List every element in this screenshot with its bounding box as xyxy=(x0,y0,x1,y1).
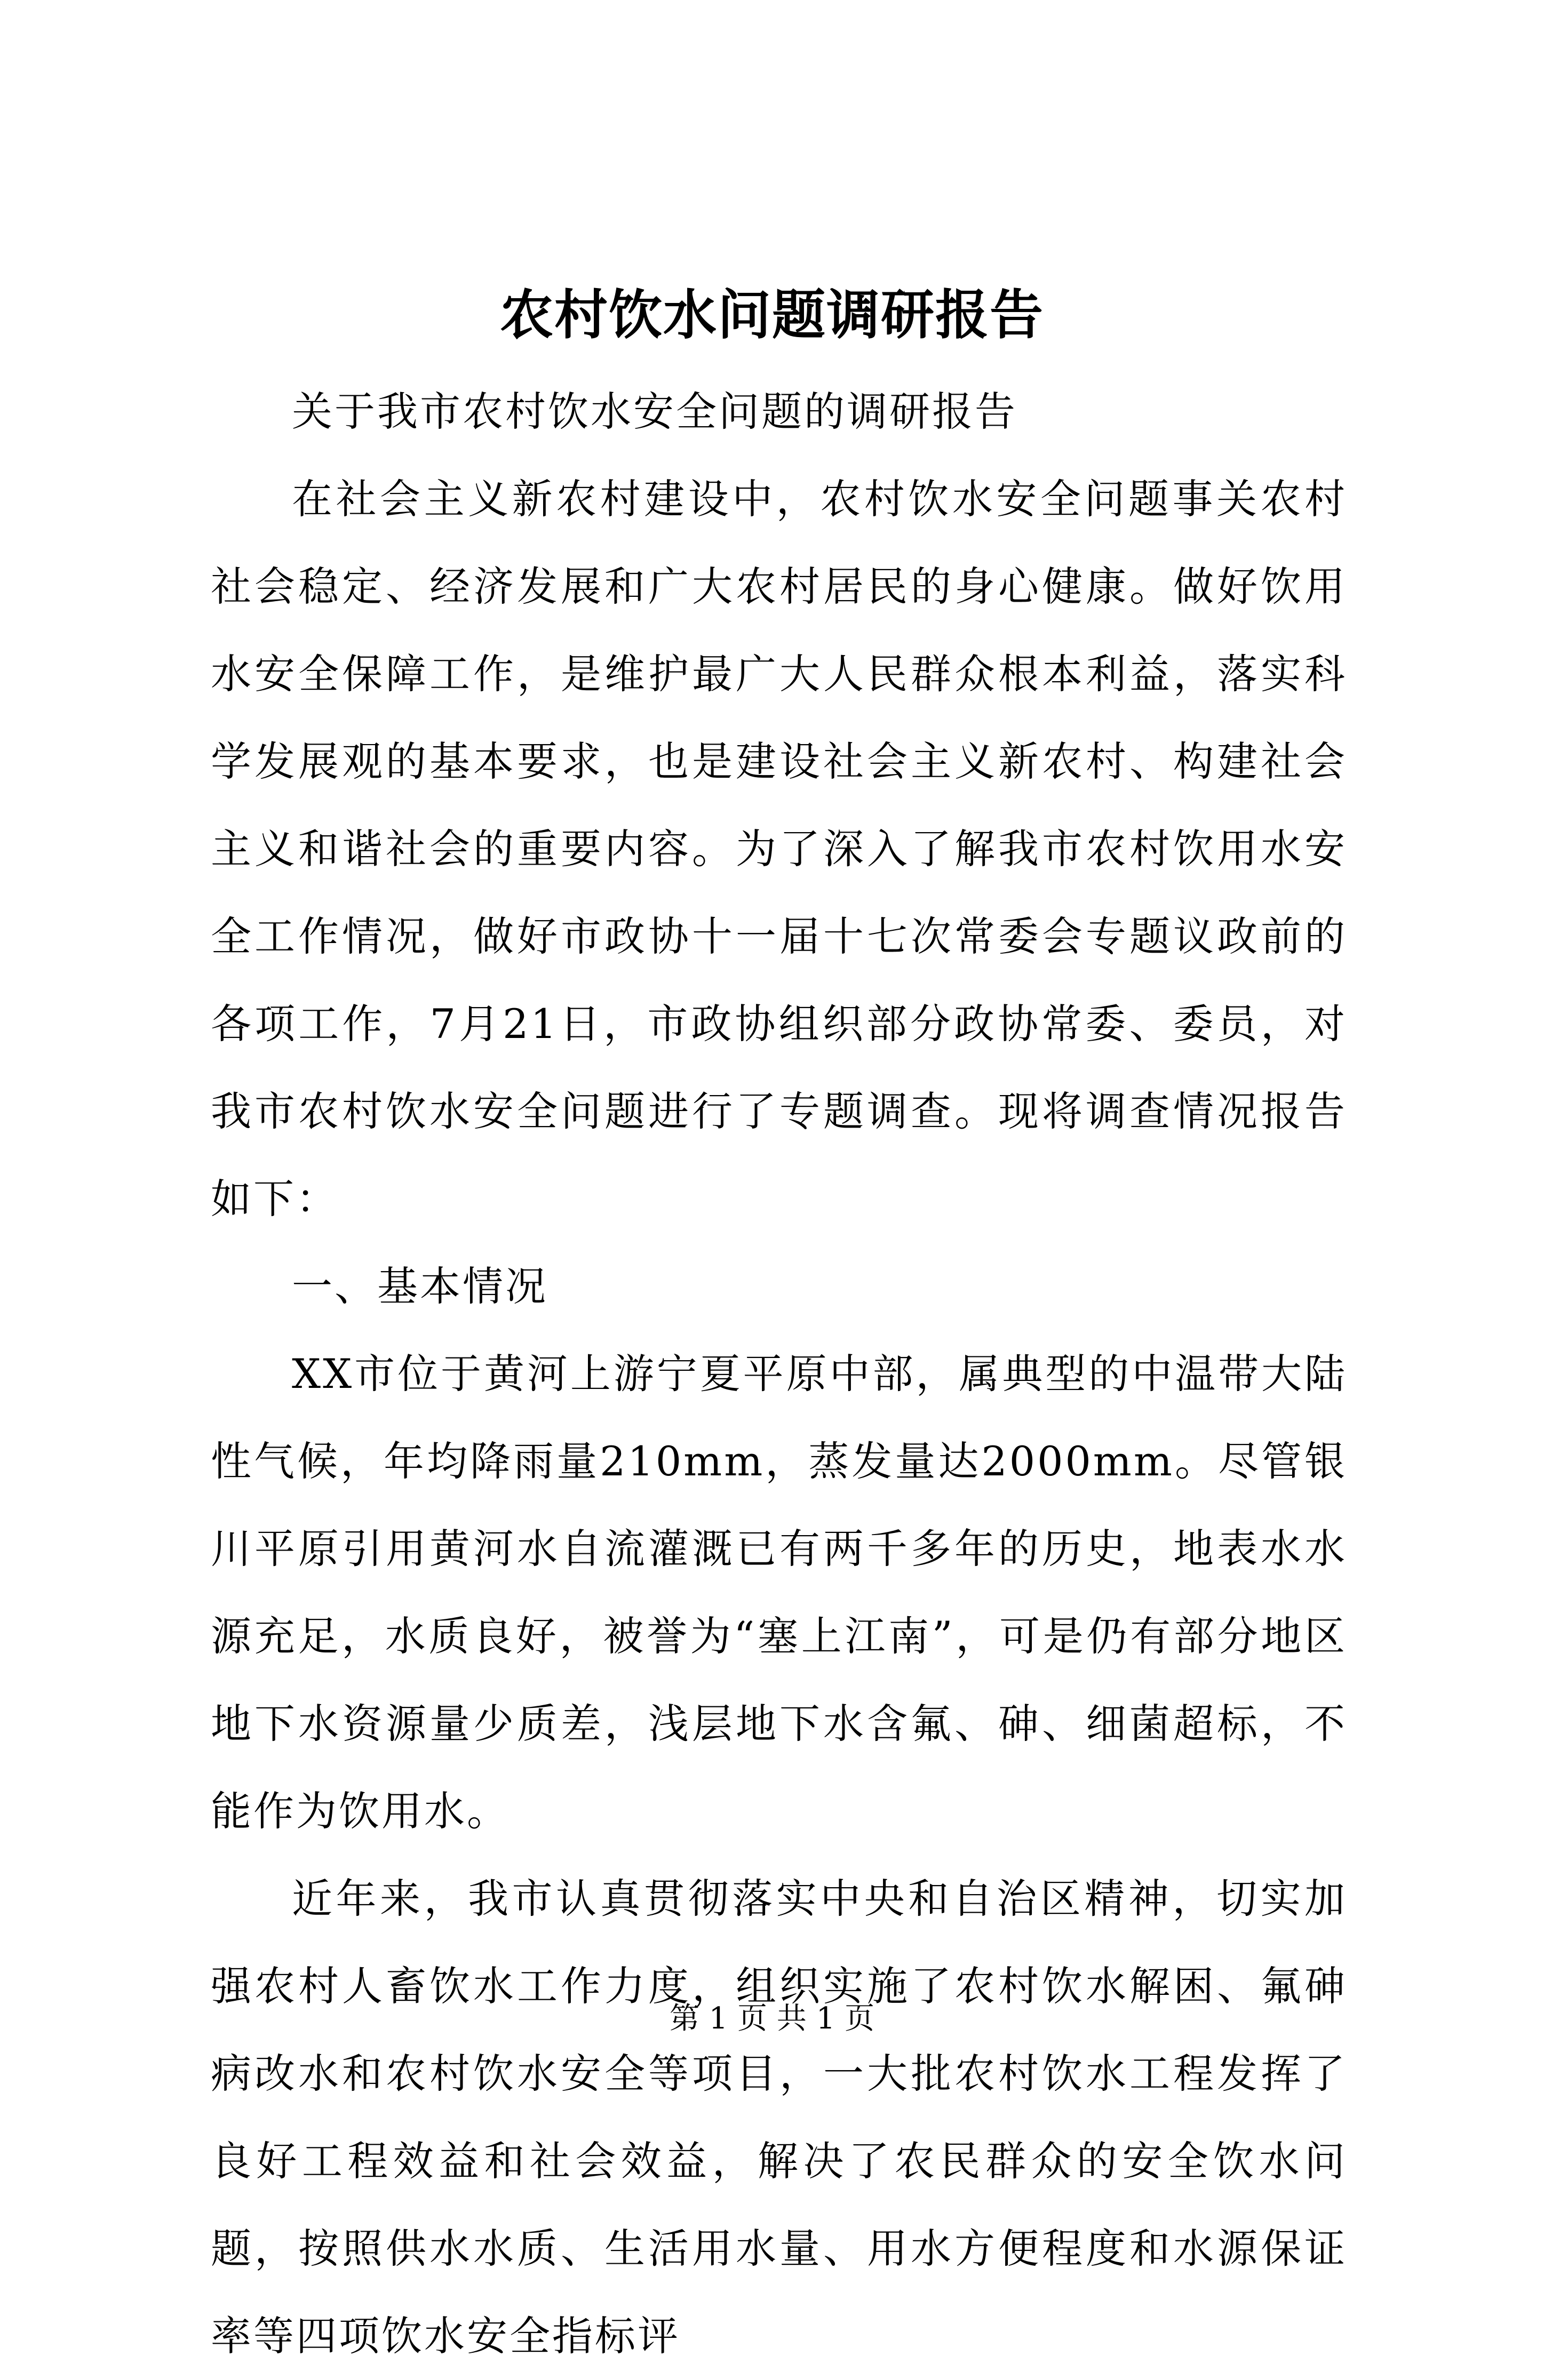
recent-years-paragraph: 近年来，我市认真贯彻落实中央和自治区精神，切实加强农村人畜饮水工作力度，组织实施了农村饮水解困、氟砷病改水和农村饮水安全等项目，一大批农村饮水工程发挥了良好工程效益和社会效益，解决了农民群众的安全饮水问题，按照供水水质、生活用水量、用水方便程度和水源保证率等四项饮水安全指标评 xyxy=(211,1875,1347,2360)
document-body xyxy=(211,368,1347,2380)
basic-situation-paragraph: XX市位于黄河上游宁夏平原中部，属典型的中温带大陆性气候，年均降雨量210mm，蒸发量达2000mm。尽管银川平原引用黄河水自流灌溉已有两千多年的历史，地表水水源充足，水质良好，被誉为“塞上江南”，可是仍有部分地区地下水资源量少质差，浅层地下水含氟、砷、细菌超标，不能作为饮用水。 xyxy=(211,1350,1347,1835)
section-heading: 一、基本情况 xyxy=(292,1263,548,1310)
document-title: 农村饮水问题调研报告 xyxy=(500,283,1044,346)
subtitle-paragraph: 关于我市农村饮水安全问题的调研报告 xyxy=(292,388,1017,435)
intro-paragraph: 在社会主义新农村建设中，农村饮水安全问题事关农村社会稳定、经济发展和广大农村居民的身心健康。做好饮用水安全保障工作，是维护最广大人民群众根本利益，落实科学发展观的基本要求，也是建设社会主义新农村、构建社会主义和谐社会的重要内容。为了深入了解我市农村饮用水安全工作情况，做好市政协十一届十七次常委会专题议政前的各项工作，7月21日，市政协组织部分政协常委、委员，对我市农村饮水安全问题进行了专题调查。现将调查情况报告如下： xyxy=(211,475,1347,1223)
page-footer: 第 1 页 共 1 页 xyxy=(669,2001,875,2036)
